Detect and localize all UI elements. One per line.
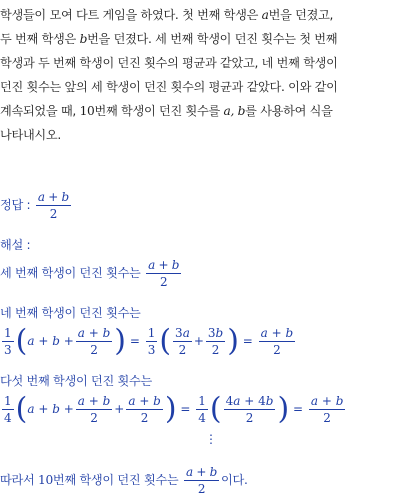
- problem-line-2: 두 번째 학생은 b번을 던졌다. 세 번째 학생이 던진 횟수는 첫 번째: [0, 32, 338, 46]
- explanation-label: 해설 :: [0, 238, 31, 252]
- answer-label: 정답 :: [0, 198, 31, 212]
- answer-row: [0, 190, 73, 221]
- problem-line-4: 던진 횟수는 앞의 세 학생이 던진 횟수의 평균과 같았다. 이와 같이: [0, 80, 338, 94]
- final-fraction: $\frac{a + b}{2}$: [185, 465, 217, 496]
- problem-line-1: 학생들이 모여 다트 게임을 하였다. 첫 번째 학생은 a번을 던졌고,: [0, 8, 334, 22]
- fourth-student-label: 네 번째 학생이 던진 횟수는: [0, 306, 141, 320]
- third-fraction: $\frac{a + b}{2}$: [148, 258, 180, 289]
- problem-line-5: 계속되었을 때, 10번째 학생이 던진 횟수를 a, b를 사용하여 식을: [0, 104, 333, 118]
- fifth-student-label: 다섯 번째 학생이 던진 횟수는: [0, 374, 152, 388]
- problem-line-3: 학생과 두 번째 학생이 던진 횟수의 평균과 같았고, 네 번째 학생이: [0, 56, 338, 70]
- problem-line-6: 나타내시오.: [0, 128, 61, 142]
- fourth-student-equation: $\frac{1}{3}$ (a + b + $\frac{a + b}{2}$ ) = $\frac{1}{3}$ ( $\frac{3a}{2}$ + $\frac{3b}{2}$ ) = $\frac{a + b}{2}$: [4, 323, 294, 359]
- final-row: 따라서 10번째 학생이 던진 횟수는 $\frac{a + b}{2}$ 이다.: [0, 465, 248, 496]
- third-student-row: 세 번째 학생이 던진 횟수는 $\frac{a + b}{2}$: [0, 258, 180, 289]
- continuation-dots: ⋮: [205, 432, 217, 446]
- fifth-student-equation: $\frac{1}{4}$ (a + b + $\frac{a + b}{2}$ + $\frac{a + b}{2}$ ) = $\frac{1}{4}$ ( $\frac{4a + 4b}{2}$ ) = $\frac{a + b}{2}$: [4, 391, 344, 427]
- answer-fraction: $\frac{a + b}{2}$: [37, 190, 69, 221]
